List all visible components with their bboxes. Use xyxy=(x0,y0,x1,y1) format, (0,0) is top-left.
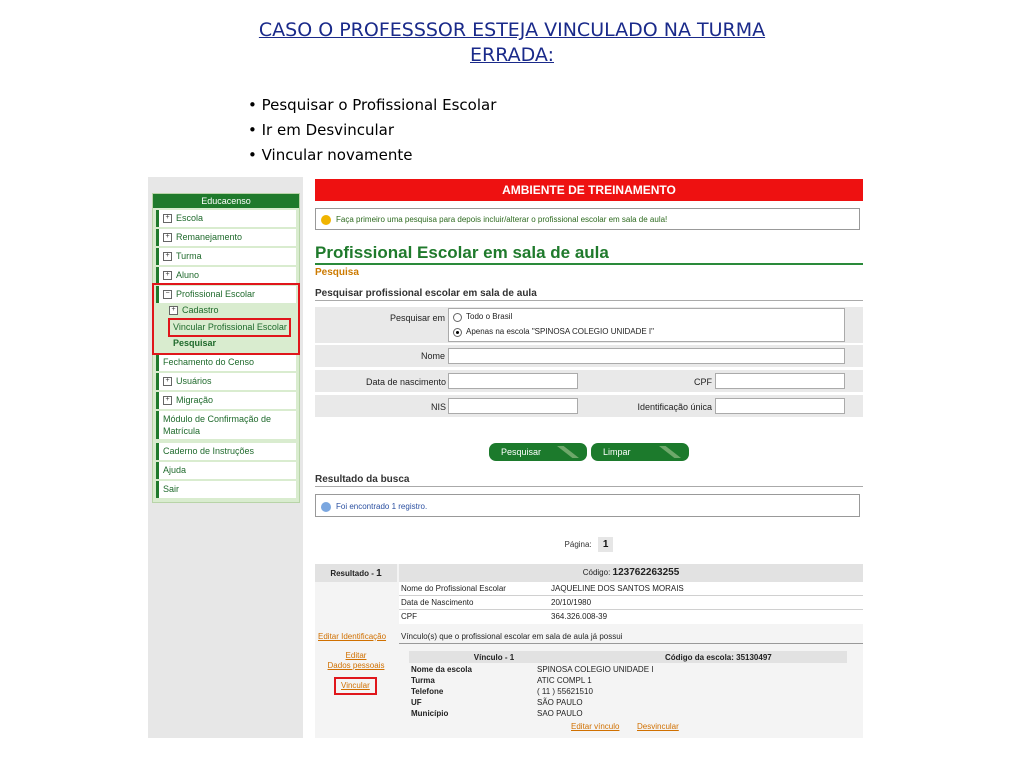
expand-icon: + xyxy=(163,396,172,405)
info-icon xyxy=(321,502,331,512)
results-found-message: Foi encontrado 1 registro. xyxy=(315,494,860,517)
editar-dados-pessoais-link[interactable]: Editar Dados pessoais xyxy=(327,651,385,670)
sidebar-header: Educacenso xyxy=(153,194,299,208)
sidebar-item-remanejamento[interactable]: + Remanejamento xyxy=(156,229,296,246)
vinculos-title: Vínculo(s) que o profissional escolar em sala de aula já possui xyxy=(401,632,623,641)
sidebar-subitem-vincular[interactable]: Vincular Profissional Escolar xyxy=(173,322,287,332)
field-cpf-label: CPF xyxy=(401,612,417,621)
slide-title-line1: CASO O PROFESSSOR ESTEJA VINCULADO NA TURMA xyxy=(258,19,766,41)
sidebar-item-modulo-confirmacao[interactable]: Módulo de Confirmação de Matrícula xyxy=(156,411,296,439)
sidebar-item-fechamento[interactable]: Fechamento do Censo xyxy=(156,354,296,371)
nis-label: NIS xyxy=(430,402,446,412)
vinculo-field-label: Nome da escola xyxy=(411,665,472,674)
cpf-label: CPF xyxy=(694,377,712,387)
vinculo-field-label: UF xyxy=(411,698,422,707)
desvincular-link[interactable]: Desvincular xyxy=(637,722,679,731)
sidebar-item-caderno[interactable]: Caderno de Instruções xyxy=(156,443,296,460)
radio-todo-brasil[interactable] xyxy=(453,313,462,322)
vinculo-field-value: ( 11 ) 55621510 xyxy=(537,687,593,696)
results-title: Resultado da busca xyxy=(315,474,863,487)
slide-title xyxy=(0,18,1024,68)
pesquisar-em-label: Pesquisar em xyxy=(389,313,445,323)
field-nome-value: JAQUELINE DOS SANTOS MORAIS xyxy=(551,584,684,593)
nome-input[interactable] xyxy=(448,348,845,364)
identificacao-unica-label: Identificação única xyxy=(637,402,712,412)
bullet-item: • Ir em Desvincular xyxy=(248,118,496,143)
sidebar-item-sair[interactable]: Sair xyxy=(156,481,296,498)
vinculo-label: Vínculo - 1 xyxy=(473,653,515,662)
identificacao-unica-input[interactable] xyxy=(715,398,845,414)
app-screenshot xyxy=(148,177,874,738)
environment-banner: AMBIENTE DE TREINAMENTO xyxy=(315,179,863,201)
field-data-label: Data de Nascimento xyxy=(401,598,474,607)
vincular-link[interactable]: Vincular xyxy=(341,681,370,690)
collapse-icon: − xyxy=(163,290,172,299)
cpf-input[interactable] xyxy=(715,373,845,389)
sidebar-item-migracao[interactable]: + Migração xyxy=(156,392,296,409)
expand-icon: + xyxy=(163,271,172,280)
expand-icon: + xyxy=(163,252,172,261)
search-section-title: Pesquisar profissional escolar em sala de aula xyxy=(315,288,863,301)
expand-icon: + xyxy=(163,377,172,386)
divider xyxy=(399,595,863,596)
bullet-item: • Pesquisar o Profissional Escolar xyxy=(248,93,496,118)
main-content xyxy=(315,177,874,738)
page-title: Profissional Escolar em sala de aula xyxy=(315,243,863,265)
divider xyxy=(399,643,863,644)
sidebar-item-escola[interactable]: + Escola xyxy=(156,210,296,227)
pesquisar-button[interactable]: Pesquisar xyxy=(489,443,587,461)
data-nascimento-label: Data de nascimento xyxy=(365,377,446,387)
warning-message: Faça primeiro uma pesquisa para depois incluir/alterar o profissional escolar em sala de aula! xyxy=(315,208,860,230)
limpar-button[interactable]: Limpar xyxy=(591,443,689,461)
nome-label: Nome xyxy=(420,351,445,361)
sidebar-item-profissional-escolar[interactable]: − Profissional Escolar xyxy=(156,286,296,303)
field-data-value: 20/10/1980 xyxy=(551,598,592,607)
radio-apenas-escola[interactable] xyxy=(453,328,462,337)
vinculo-field-value: ATIC COMPL 1 xyxy=(537,676,592,685)
bullet-list xyxy=(248,93,496,168)
codigo-escola: Código da escola: 35130497 xyxy=(665,653,772,662)
vinculo-field-label: Turma xyxy=(411,676,435,685)
sidebar-item-aluno[interactable]: + Aluno xyxy=(156,267,296,284)
highlight-vincular-profissional xyxy=(168,318,291,337)
vinculo-field-value: SAO PAULO xyxy=(537,709,583,718)
vinculo-field-label: Município xyxy=(411,709,449,718)
expand-icon: + xyxy=(163,214,172,223)
warning-icon xyxy=(321,215,331,225)
result-number: Resultado - 1 xyxy=(330,568,382,579)
vinculo-field-value: SÃO PAULO xyxy=(537,698,583,707)
result-code: Código: 123762263255 xyxy=(582,567,680,578)
expand-icon: + xyxy=(163,233,172,242)
divider xyxy=(399,609,863,610)
sidebar-item-usuarios[interactable]: + Usuários xyxy=(156,373,296,390)
sidebar-item-turma[interactable]: + Turma xyxy=(156,248,296,265)
radio-todo-brasil-label: Todo o Brasil xyxy=(466,312,513,321)
vinculo-field-value: SPINOSA COLEGIO UNIDADE I xyxy=(537,665,654,674)
editar-identificacao-link[interactable]: Editar Identificação xyxy=(318,632,387,641)
pagination xyxy=(315,537,863,552)
editar-vinculo-link[interactable]: Editar vínculo xyxy=(571,722,620,731)
bullet-item: • Vincular novamente xyxy=(248,143,496,168)
sidebar-subitem-pesquisar[interactable]: Pesquisar xyxy=(173,338,217,348)
highlight-vincular-link xyxy=(334,677,377,695)
expand-icon: + xyxy=(169,306,178,315)
page-number-1[interactable]: 1 xyxy=(598,537,614,552)
section-label: Pesquisa xyxy=(315,267,359,278)
field-cpf-value: 364.326.008-39 xyxy=(551,612,608,621)
slide-title-line2: ERRADA: xyxy=(470,44,554,66)
data-nascimento-input[interactable] xyxy=(448,373,578,389)
radio-apenas-escola-label: Apenas na escola "SPINOSA COLEGIO UNIDADE I" xyxy=(466,327,654,336)
vinculo-field-label: Telefone xyxy=(411,687,444,696)
nis-input[interactable] xyxy=(448,398,578,414)
pagination-label: Página: xyxy=(564,540,592,549)
sidebar-item-ajuda[interactable]: Ajuda xyxy=(156,462,296,479)
field-nome-label: Nome do Profissional Escolar xyxy=(401,584,506,593)
sidebar-subitem-cadastro[interactable]: + Cadastro xyxy=(165,302,305,319)
